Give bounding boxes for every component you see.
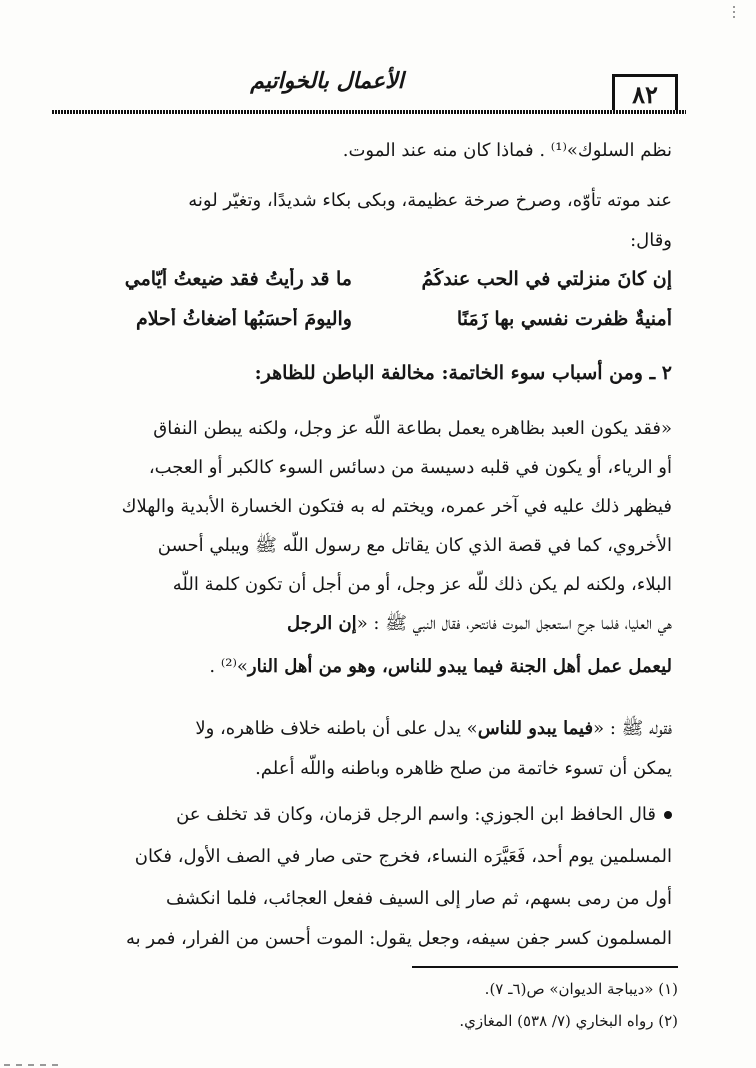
body-text: » يدل على أن باطنه خلاف ظاهره، ولا [195,718,478,739]
footnote: (١) «ديباجة الديوان» ص(٦ـ ٧). [484,980,678,998]
body-line: يمكن أن تسوء خاتمة من صلح ظاهره وباطنه واللّه أعلم. [255,758,672,779]
hadith-text: ليعمل عمل أهل الجنة فيما يبدو للناس، وهو من أهل النار [247,656,672,677]
body-text: قال الحافظ ابن الجوزي: واسم الرجل قزمان، وكان قد تخلف عن [176,804,656,825]
body-line: فيظهر ذلك عليه في آخر عمره، ويختم له به فتكون الخسارة الأبدية والهلاك [121,496,672,517]
verse-2-first-hemistich: أمنيةٌ ظفرت نفسي بها زَمَنًا [456,308,672,330]
body-line: «فقد يكون العبد بظاهره يعمل بطاعة اللّه عز وجل، ولكنه يبطن النفاق [153,418,672,439]
body-line: أو الرياء، أو يكون في قلبه دسيسة من دسائس السوء كالكبر أو العجب، [148,457,672,478]
page-number: ٨٢ [612,74,678,112]
body-line: المسلمون كسر جفن سيفه، وجعل يقول: الموت أحسن من الفرار، فمر به [125,928,672,949]
body-line: الأخروي، كما في قصة الذي كان يقاتل مع رسول اللّه ﷺ ويبلي أحسن [157,535,672,556]
footnote: (٢) رواه البخاري (٧/ ٥٣٨) المغازي. [459,1012,678,1030]
body-line [66,798,672,832]
body-line: عند موته تأوّه، وصرخ صرخة عظيمة، وبكى بكاء شديدًا، وتغيّر لونه [188,190,672,211]
section-heading: ٢ ـ ومن أسباب سوء الخاتمة: مخالفة الباطن للظاهر: [254,362,672,384]
body-line [66,607,672,641]
verse-1-first-hemistich: إن كانَ منزلتي في الحب عندكُمُ [421,268,672,290]
body-line: نظم السلوك»⁽¹⁾ . فماذا كان منه عند الموت. [342,140,672,161]
scan-edge-marks [733,6,735,20]
body-line [66,712,672,746]
scan-edge-marks [4,1064,64,1066]
page-header [52,64,686,114]
verse-1-second-hemistich: ما قد رأيتُ فقد ضيعتُ أيّامي [124,268,352,290]
bullet-icon [664,811,672,819]
hadith-text: إن الرجل [287,613,357,634]
body-line: المسلمين يوم أحد، فَعَيَّرَه النساء، فخرج حتى صار في الصف الأول، فكان [134,846,672,867]
body-line: أول من رمى بسهم، ثم صار إلى السيف ففعل العجائب، فلما انكشف [166,888,672,909]
footnote-ref: »⁽²⁾ . [209,656,248,677]
quoted-phrase: فيما يبدو للناس [477,718,594,739]
body-text: فقوله ﷺ : « [593,718,672,739]
running-title: الأعمال بالخواتيم [250,68,404,94]
header-rule [52,110,686,114]
footnote-separator [412,966,678,968]
body-line: وقال: [630,230,672,251]
verse-2-second-hemistich: واليومَ أحسَبُها أضغاثُ أحلام [135,308,352,330]
body-text: هي العليا، فلما جرح استعجل الموت فانتحر، فقال النبي ﷺ : « [356,613,672,634]
body-line: البلاء، ولكنه لم يكن ذلك للّه عز وجل، أو من أجل أن تكون كلمة اللّه [172,574,672,595]
body-line [66,650,672,684]
